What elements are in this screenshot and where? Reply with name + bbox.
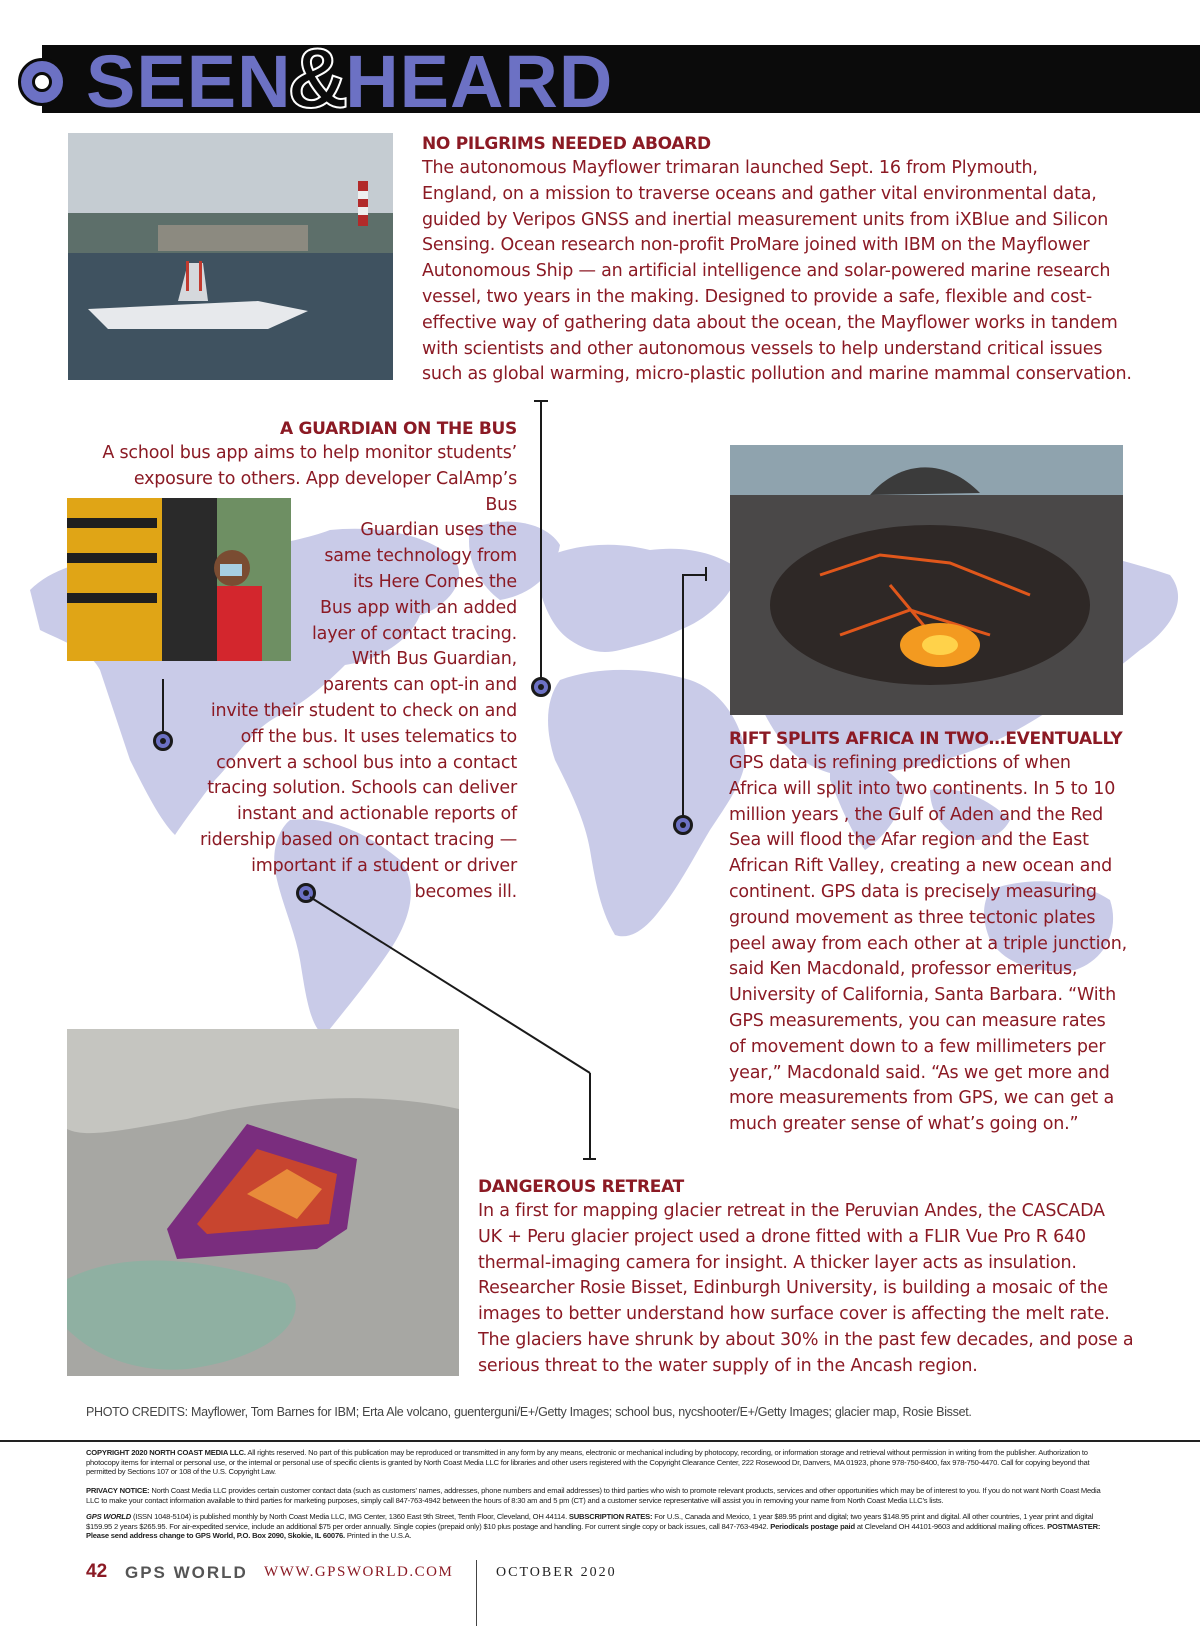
folio-divider <box>476 1560 477 1626</box>
story-line: Researcher Rosie Bisset, Edinburgh University, is building a mosaic of the <box>478 1278 1108 1299</box>
bus-body <box>97 441 517 905</box>
story-line: becomes ill. <box>414 881 517 902</box>
location-marker-england <box>531 677 551 697</box>
bus-headline: A GUARDIAN ON THE BUS <box>280 419 517 439</box>
story-line: Bus app with an added <box>320 597 517 618</box>
story-line: parents can opt-in and <box>322 675 517 696</box>
copyright-label: COPYRIGHT 2020 NORTH COAST MEDIA LLC. <box>86 1448 246 1457</box>
story-line: much greater sense of what’s going on.” <box>729 1114 1079 1135</box>
story-line: such as global warming, micro-plastic pollution and marine mammal conservation. <box>422 364 1132 385</box>
story-line: same technology from <box>324 546 517 567</box>
privacy-label: PRIVACY NOTICE: <box>86 1486 150 1495</box>
story-line: African Rift Valley, creating a new ocean and <box>729 856 1112 877</box>
story-line: instant and actionable reports of <box>237 804 517 825</box>
volcano-photo <box>730 445 1123 715</box>
story-line: vessel, two years in the making. Designed to provide a safe, flexible and cost- <box>422 286 1092 307</box>
website-link[interactable]: WWW.GPSWORLD.COM <box>264 1564 454 1580</box>
rates-label: SUBSCRIPTION RATES: <box>568 1512 653 1521</box>
story-line: Sensing. Ocean research non-profit ProMare joined with IBM on the Mayflower <box>422 235 1090 256</box>
story-line: GPS measurements, you can measure rates <box>729 1010 1106 1031</box>
story-line: The autonomous Mayflower trimaran launched Sept. 16 from Plymouth, <box>422 158 1038 178</box>
location-marker-east-africa <box>673 815 693 835</box>
story-line: thermal-imaging camera for insight. A thicker layer acts as insulation. <box>478 1252 1077 1273</box>
publication-notice <box>86 1512 1106 1541</box>
story-line: peel away from each other at a triple junction, <box>729 933 1127 954</box>
story-line: with scientists and other autonomous vessels to help understand critical issues <box>422 338 1103 359</box>
mayflower-headline: NO PILGRIMS NEEDED ABOARD <box>422 134 711 154</box>
connector-cap <box>534 400 548 402</box>
postmaster-label: POSTMASTER: Please send address change to GPS World, P.O. Box 2090, Skokie, IL 60076. <box>86 1521 1101 1541</box>
rift-body <box>729 751 1169 1138</box>
story-line: England, on a mission to traverse oceans and gather vital environmental data, <box>422 183 1097 204</box>
printed-text: Printed in the U.S.A. <box>346 1531 412 1541</box>
story-line: Africa will split into two continents. In 5 to 10 <box>729 778 1116 799</box>
privacy-notice <box>86 1486 1106 1505</box>
glacier-headline: DANGEROUS RETREAT <box>478 1177 684 1197</box>
story-line: With Bus Guardian, <box>351 649 517 670</box>
connector-line <box>682 574 706 576</box>
mayflower-body <box>422 156 1162 388</box>
story-line: convert a school bus into a contact <box>216 752 517 773</box>
story-line: continent. GPS data is precisely measuring <box>729 881 1097 902</box>
story-line: important if a student or driver <box>251 855 517 876</box>
story-line: The glaciers have shrunk by about 30% in the past few decades, and pose a <box>478 1329 1134 1350</box>
story-line: In a first for mapping glacier retreat in the Peruvian Andes, the CASCADA <box>478 1201 1105 1221</box>
story-line: million years , the Gulf of Aden and the Red <box>729 804 1104 825</box>
glacier-body <box>478 1199 1158 1380</box>
section-title <box>86 31 614 125</box>
story-line: University of California, Santa Barbara. “With <box>729 985 1116 1006</box>
story-line: layer of contact tracing. <box>312 623 517 644</box>
story-line: exposure to others. App developer CalAmp’s Bus <box>133 468 517 515</box>
story-line: UK + Peru glacier project used a drone fitted with a FLIR Vue Pro R 640 <box>478 1226 1086 1247</box>
rates-text: For U.S., Canada and Mexico, 1 year $89.95 print and digital; two years $148.95 print and digital. All other countries, 1 year print and digital $159.95 2 years $265.95. For air-expedited service, include an additional $75 per order annually. Single copies (prepaid only) $10 plus postage and handling. For current single copy or back issues, call 847-763-4942. <box>86 1512 1094 1531</box>
story-line: effective way of gathering data about the ocean, the Mayflower works in tandem <box>422 312 1118 333</box>
story-line: year,” Macdonald said. “As we get more and <box>729 1062 1110 1083</box>
story-line: off the bus. It uses telematics to <box>240 726 517 747</box>
story-line: of movement down to a few millimeters per <box>729 1036 1106 1057</box>
copyright-notice <box>86 1448 1106 1477</box>
footer-rule <box>0 1440 1200 1442</box>
story-line: GPS data is refining predictions of when <box>729 753 1071 773</box>
story-line: Sea will flood the Afar region and the East <box>729 830 1089 851</box>
target-icon <box>18 58 66 106</box>
title-ampersand: & <box>287 31 350 125</box>
connector-diagonal <box>306 893 596 1163</box>
page-number: 42 <box>86 1561 108 1582</box>
story-line: said Ken Macdonald, professor emeritus, <box>729 959 1078 980</box>
story-line: Autonomous Ship — an artificial intelligence and solar-powered marine research <box>422 261 1111 282</box>
story-line: ridership based on contact tracing — <box>200 829 517 850</box>
mayflower-photo <box>68 133 393 380</box>
story-line: ground movement as three tectonic plates <box>729 907 1096 928</box>
story-line: more measurements from GPS, we can get a <box>729 1088 1114 1109</box>
connector-line <box>540 400 542 678</box>
map-europe <box>540 545 740 652</box>
rift-headline: RIFT SPLITS AFRICA IN TWO…EVENTUALLY <box>729 729 1123 749</box>
title-part-heard: HEARD <box>345 40 614 123</box>
periodicals-text: at Cleveland OH 44101-9603 and additional mailing offices. <box>856 1521 1046 1531</box>
story-line: its Here Comes the <box>352 571 517 592</box>
location-marker-north-america <box>153 731 173 751</box>
story-line: invite their student to check on and <box>210 700 517 721</box>
periodicals-label: Periodicals postage paid <box>770 1521 855 1531</box>
story-line: Guardian uses the <box>360 520 517 541</box>
publication-text: (ISSN 1048-5104) is published monthly by North Coast Media LLC, IMG Center, 1360 East 9th Street, Tenth Floor, Cleveland, OH 44114. <box>132 1512 567 1521</box>
story-line: images to better understand how surface cover is affecting the melt rate. <box>478 1304 1110 1325</box>
publication-label: GPS WORLD <box>86 1512 132 1521</box>
connector-line <box>162 679 164 731</box>
story-line: A school bus app aims to help monitor students’ <box>102 443 517 463</box>
connector-line <box>682 574 684 816</box>
privacy-text: North Coast Media LLC provides certain customer contact data (such as customers’ names, addresses, phone numbers and email addresses) to third parties who wish to promote relevant products, services and other opportunities which may be of interest to you. If you do not want North Coast Media LLC to make your contact information available to third parties for marketing purposes, simply call 847-763-4942 between the hours of 8:30 am and 5 pm (CT) and a customer service representative will assist you in removing your name from North Coast Media LLC’s lists. <box>86 1486 1101 1505</box>
title-part-seen: SEEN <box>86 40 292 123</box>
copyright-text: All rights reserved. No part of this publication may be reproduced or transmitted in any form by any means, electronic or mechanical including by photocopy, recording, or information storage and retrieval without permission in writing from the publisher. Authorization to photocopy items for internal or personal use, or the internal or personal use of specific clients is granted by North Coast Media LLC for libraries and other users registered with the Copyright Clearance Center, 222 Rosewood Dr, Danvers, MA 01923, phone 978-750-8400, fax 978-750-4470. Call for copying beyond that permitted by Sections 107 or 108 of the U.S. Copyright Law. <box>86 1448 1090 1477</box>
story-line: serious threat to the water supply of in the Ancash region. <box>478 1355 978 1376</box>
story-line: tracing solution. Schools can deliver <box>207 778 517 799</box>
connector-cap <box>705 567 707 581</box>
story-line: guided by Veripos GNSS and inertial measurement units from iXBlue and Silicon <box>422 209 1109 230</box>
magazine-name: GPS WORLD <box>125 1563 248 1582</box>
photo-credits: PHOTO CREDITS: Mayflower, Tom Barnes for IBM; Erta Ale volcano, guenterguni/E+/Getty Images; school bus, nycshooter/E+/Getty Images; glacier map, Rosie Bisset. <box>86 1405 972 1419</box>
issue-date: OCTOBER 2020 <box>496 1565 617 1580</box>
